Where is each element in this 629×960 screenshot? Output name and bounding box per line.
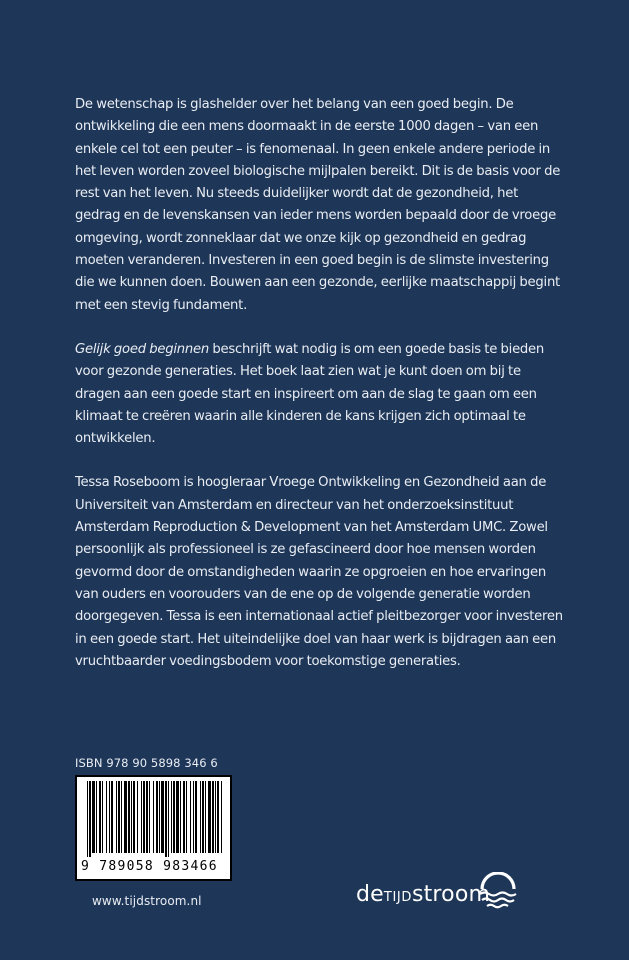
barcode-bar [92, 781, 95, 853]
publisher-tijd: TIJD [383, 890, 412, 905]
barcode-bar [195, 781, 197, 853]
barcode-bar [212, 781, 214, 853]
barcode-bar [205, 781, 206, 853]
barcode-bar [111, 781, 113, 853]
publisher-suffix: stroom [411, 882, 491, 907]
barcode-bar [190, 781, 191, 853]
barcode-bar [202, 781, 204, 853]
book-title: Gelijk goed beginnen [75, 341, 209, 357]
barcode [75, 775, 232, 881]
website-link[interactable]: www.tijdstroom.nl [92, 894, 202, 908]
barcode-bar [141, 781, 142, 853]
barcode-bar [146, 781, 148, 853]
barcode-bar [217, 781, 219, 853]
paragraph-intro: De wetenschap is glashelder over het belang van een goed begin. De ontwikkeling die een mens doormaakt in de eerste 1000 dagen – van een enkele cel tot een peuter – is fenomenaal. In geen enkele andere periode in het leven worden zoveel biologische mijlpalen bereikt. Dit is de basis voor de rest van het leven. Nu steeds duidelijker wordt dat de gezondheid, het gedrag en de levenskansen van ieder mens worden bepaald door de vroege omgeving, wordt zonneklaar dat we onze kijk op gezondheid en gedrag moeten veranderen. Investeren in een goed begin is de slimste investering die we kunnen doen. Bouwen aan een gezonde, eerlijke maatschappij begint met een stevig fundament. [75, 97, 561, 313]
barcode-bar [215, 781, 216, 853]
barcode-bar [102, 781, 103, 853]
blurb-text [75, 94, 565, 695]
barcode-bar [193, 781, 194, 853]
barcode-bar [153, 781, 154, 853]
barcode-bar [124, 781, 127, 853]
barcode-bar [89, 781, 91, 857]
barcode-digits: 9 789058 983466 [81, 859, 218, 874]
barcode-bar [159, 781, 160, 853]
barcode-bar [143, 781, 145, 853]
barcode-bar [87, 781, 88, 857]
publisher-prefix: de [356, 882, 384, 907]
barcode-bar [118, 781, 120, 853]
barcode-bar [121, 781, 122, 853]
barcode-bar [180, 781, 181, 853]
barcode-bar [99, 781, 101, 853]
barcode-bars [77, 777, 230, 857]
barcode-bar [106, 781, 107, 853]
paragraph-book-text: beschrijft wat nodig is om een goede basis te bieden voor gezonde generaties. Het boek laat zien wat je kunt doen om bij te dragen aan een goede start en inspireert om aan de slag te gaan om een klimaat te creëren waarin alle kinderen de kans krijgen zich optimaal te ontwikkelen. [75, 341, 545, 447]
wave-circle-icon [478, 872, 518, 914]
barcode-bar [221, 781, 222, 853]
barcode-bar [165, 781, 167, 857]
barcode-bar [171, 781, 172, 853]
barcode-bar [131, 781, 132, 853]
barcode-bar [186, 781, 187, 853]
barcode-bar [173, 781, 175, 853]
barcode-bar [161, 781, 164, 853]
barcode-bar [96, 781, 97, 853]
paragraph-author: Tessa Roseboom is hoogleraar Vroege Ontwikkeling en Gezondheid aan de Universiteit van Amsterdam en directeur van het onderzoeksinstituut Amsterdam Reproduction & Development van het Amsterdam UMC. Zowel persoonlijk als professioneel is ze gefascineerd door hoe mensen worden gevormd door de omstandigheden waarin ze opgroeien en hoe ervaringen van ouders en voorouders van de ene op de volgende generatie worden doorgegeven. Tessa is een internationaal actief pleitbezorger voor investeren in een goede start. Het uiteindelijke doel van haar werk is bijdragen aan een vruchtbaarder voedingsbodem voor toekomstige generaties. [75, 475, 563, 669]
isbn-text: ISBN 978 90 5898 346 6 [75, 756, 218, 770]
barcode-bar [128, 781, 130, 853]
barcode-bar [200, 781, 201, 853]
barcode-bar [133, 781, 135, 853]
barcode-bar [176, 781, 179, 853]
barcode-bar [156, 781, 158, 853]
barcode-bar [137, 781, 138, 853]
barcode-bar [109, 781, 110, 853]
barcode-bar [168, 781, 169, 857]
paragraph-book [75, 339, 565, 450]
barcode-bar [149, 781, 150, 853]
barcode-bar [116, 781, 117, 853]
publisher-name [356, 882, 490, 907]
barcode-bar [183, 781, 185, 853]
barcode-bar [208, 781, 211, 853]
